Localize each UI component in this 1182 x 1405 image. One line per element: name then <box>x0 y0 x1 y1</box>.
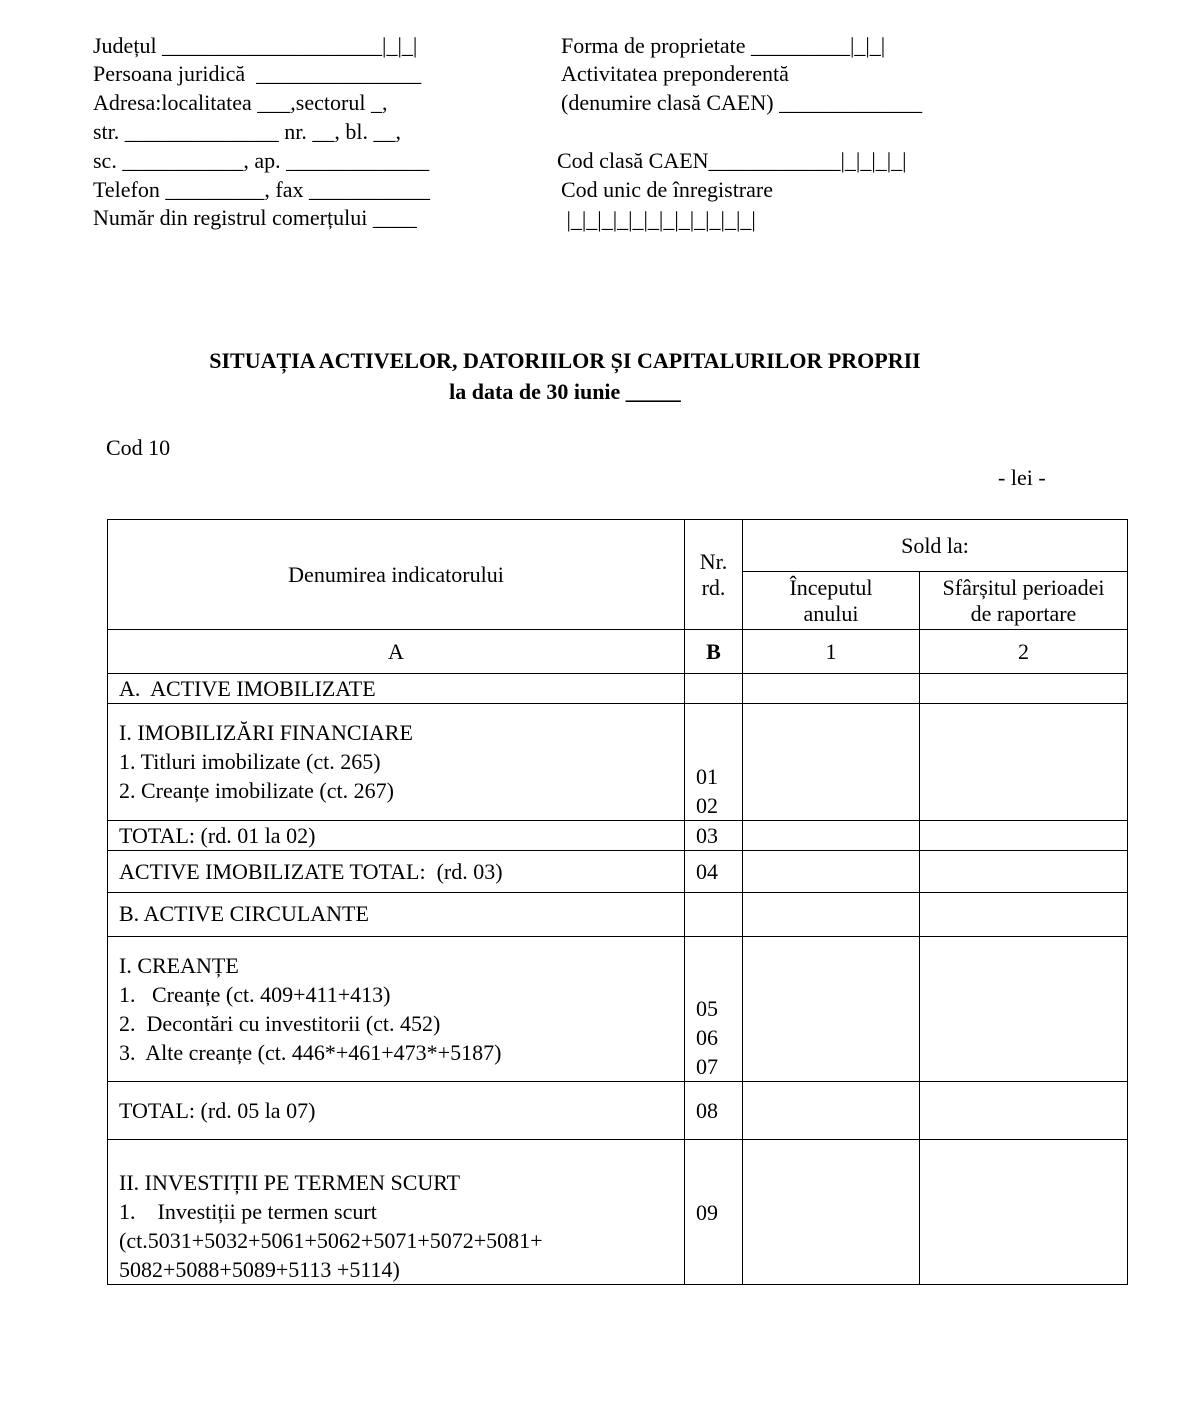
row-nr: 04 <box>685 851 743 893</box>
strada-field: str. ______________ nr. __, bl. __, <box>93 119 402 144</box>
header-sfarsit-perioadei: Sfârșitul perioadei de raportare <box>920 572 1128 630</box>
table-row <box>108 704 1128 821</box>
persoana-juridica-field: Persoana juridică _______________ <box>93 61 422 86</box>
telefon-field: Telefon _________, fax ___________ <box>93 177 430 202</box>
row-label: II. INVESTIȚII PE TERMEN SCURT 1. Investiții pe termen scurt (ct.5031+5032+5061+5062+5071+5072+5081+ 5082+5088+5089+5113 +5114) <box>108 1140 685 1285</box>
table-row <box>108 1082 1128 1140</box>
registru-comert-field: Număr din registrul comerțului ____ <box>93 205 417 230</box>
document-subtitle: la data de 30 iunie _____ <box>449 379 681 404</box>
forma-proprietate-field: Forma de proprietate _________|_|_| <box>561 33 886 58</box>
row-nr <box>685 893 743 937</box>
table-row <box>108 893 1128 937</box>
value-inceput <box>743 893 920 937</box>
value-sfarsit <box>920 893 1128 937</box>
row-label: TOTAL: (rd. 05 la 07) <box>108 1082 685 1140</box>
value-sfarsit <box>920 851 1128 893</box>
header-sold-la: Sold la: <box>743 520 1128 572</box>
value-sfarsit <box>920 704 1128 821</box>
table-row <box>108 1140 1128 1285</box>
row-nr: 08 <box>685 1082 743 1140</box>
header-inceput-anului: Începutul anului <box>743 572 920 630</box>
row-label: I. CREANȚE 1. Creanțe (ct. 409+411+413) 2. Decontări cu investitorii (ct. 452) 3. Alte creanțe (ct. 446*+461+473*+5187) <box>108 937 685 1082</box>
cod-unic-label: Cod unic de înregistrare <box>561 177 773 202</box>
value-inceput <box>743 851 920 893</box>
value-inceput <box>743 674 920 704</box>
row-label: A. ACTIVE IMOBILIZATE <box>108 674 685 704</box>
row-nr: 03 <box>685 821 743 851</box>
activitate-label: Activitatea preponderentă <box>561 61 789 86</box>
denumire-caen-field: (denumire clasă CAEN) _____________ <box>561 90 923 115</box>
cod-unic-boxes: |_|_|_|_|_|_|_|_|_|_|_|_| <box>561 207 756 232</box>
document-title: SITUAȚIA ACTIVELOR, DATORIILOR ȘI CAPITALURILOR PROPRII <box>209 348 921 373</box>
row-nr: 09 <box>685 1140 743 1285</box>
row-label: TOTAL: (rd. 01 la 02) <box>108 821 685 851</box>
value-inceput <box>743 937 920 1082</box>
row-label: I. IMOBILIZĂRI FINANCIARE 1. Titluri imobilizate (ct. 265) 2. Creanțe imobilizate (ct. 267) <box>108 704 685 821</box>
value-inceput <box>743 1140 920 1285</box>
balance-table <box>107 519 1128 1285</box>
value-inceput <box>743 821 920 851</box>
col-letter-b: B <box>685 630 743 674</box>
judet-field: Județul ____________________|_|_| <box>93 33 418 58</box>
value-sfarsit <box>920 1140 1128 1285</box>
value-sfarsit <box>920 821 1128 851</box>
value-sfarsit <box>920 937 1128 1082</box>
adresa-field: Adresa:localitatea ___,sectorul _, <box>93 90 388 115</box>
value-inceput <box>743 1082 920 1140</box>
value-inceput <box>743 704 920 821</box>
row-label: ACTIVE IMOBILIZATE TOTAL: (rd. 03) <box>108 851 685 893</box>
table-row <box>108 821 1128 851</box>
col-letter-1: 1 <box>743 630 920 674</box>
table-row <box>108 851 1128 893</box>
table-row <box>108 937 1128 1082</box>
cod-caen-field: Cod clasă CAEN____________|_|_|_|_| <box>557 148 907 173</box>
row-nr: 05 06 07 <box>685 937 743 1082</box>
col-letter-2: 2 <box>920 630 1128 674</box>
col-letter-a: A <box>108 630 685 674</box>
row-nr <box>685 674 743 704</box>
value-sfarsit <box>920 674 1128 704</box>
table-row <box>108 674 1128 704</box>
row-nr: 01 02 <box>685 704 743 821</box>
scara-field: sc. ___________, ap. _____________ <box>93 148 430 173</box>
value-sfarsit <box>920 1082 1128 1140</box>
row-label: B. ACTIVE CIRCULANTE <box>108 893 685 937</box>
header-nr-rd: Nr. rd. <box>685 520 743 630</box>
header-denumire: Denumirea indicatorului <box>108 520 685 630</box>
cod-label: Cod 10 <box>106 435 171 460</box>
unit-label: - lei - <box>998 465 1046 490</box>
